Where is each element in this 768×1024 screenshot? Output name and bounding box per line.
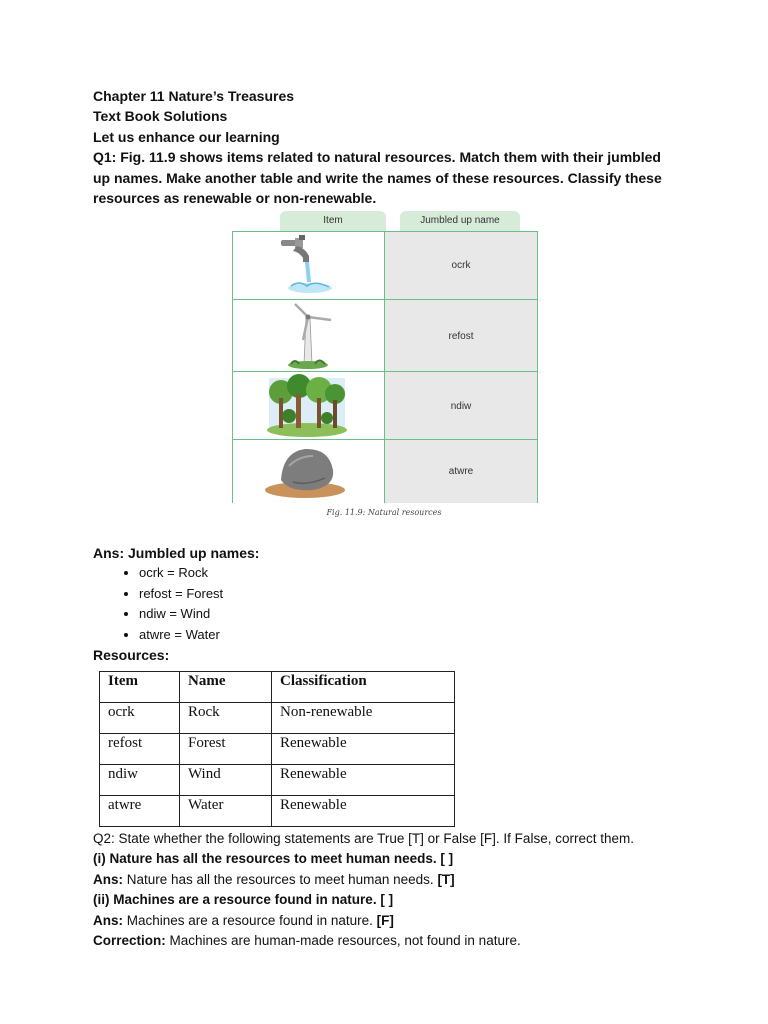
correction-text: Machines are human-made resources, not found in nature. — [165, 933, 521, 949]
document-body — [93, 86, 693, 208]
natural-resources-figure — [232, 211, 538, 521]
tap-water-icon — [233, 232, 384, 299]
table-row — [100, 734, 455, 765]
figure-row — [233, 371, 537, 440]
question-2: Q2: State whether the following statements are True [T] or False [F]. If False, correct them. — [93, 831, 634, 846]
answer-2-2 — [93, 911, 713, 931]
table-cell: Rock — [180, 703, 272, 734]
answer-text: Nature has all the resources to meet human needs. — [123, 871, 438, 887]
table-cell: Renewable — [272, 796, 455, 827]
answer-text: Machines are a resource found in nature. — [123, 912, 377, 928]
statement-2: (ii) Machines are a resource found in nature. [ ] — [93, 892, 394, 908]
table-row — [100, 796, 455, 827]
section-heading: Let us enhance our learning — [93, 128, 280, 145]
rock-icon — [233, 440, 384, 503]
figure-col-jumbled: Jumbled up name — [400, 211, 520, 231]
answer-1 — [93, 543, 693, 665]
figure-col-item: Item — [280, 211, 386, 231]
table-cell: Renewable — [272, 734, 455, 765]
figure-row — [233, 232, 537, 299]
table-row — [100, 703, 455, 734]
table-row — [100, 765, 455, 796]
subtitle: Text Book Solutions — [93, 108, 228, 125]
table-cell: Forest — [180, 734, 272, 765]
resources-label: Resources: — [93, 647, 170, 664]
table-cell: Wind — [180, 765, 272, 796]
chapter-title: Chapter 11 Nature’s Treasures — [93, 88, 295, 104]
correction — [93, 931, 713, 951]
table-cell: atwre — [100, 796, 180, 827]
table-cell: Renewable — [272, 765, 455, 796]
jumbled-name: ocrk — [385, 232, 537, 299]
wind-turbine-icon — [233, 300, 384, 372]
table-cell: Water — [180, 796, 272, 827]
answer-heading: Ans: Jumbled up names: — [93, 545, 260, 561]
forest-icon — [233, 372, 384, 440]
list-item: • refost = Forest — [139, 584, 693, 604]
table-cell: refost — [100, 734, 180, 765]
resources-table — [99, 671, 455, 827]
list-item: • atwre = Water — [139, 625, 693, 645]
ans-label: Ans: — [93, 912, 123, 928]
figure-row — [233, 299, 537, 372]
table-header: Item — [100, 672, 180, 703]
answer-2-1 — [93, 870, 713, 890]
table-cell: Non-renewable — [272, 703, 455, 734]
table-cell: ndiw — [100, 765, 180, 796]
question-2-block — [93, 829, 713, 951]
question-1: Q1: Fig. 11.9 shows items related to natural resources. Match them with their jumbled up names. Make another table and write the names of these resources. Classify these resources as renewable or non-renewable. — [93, 149, 662, 207]
answer-mark: [F] — [376, 912, 394, 928]
figure-grid — [232, 231, 538, 503]
correction-label: Correction: — [93, 933, 166, 949]
jumbled-name: refost — [385, 300, 537, 372]
table-header: Name — [180, 672, 272, 703]
list-item: • ndiw = Wind — [139, 604, 693, 624]
jumbled-answers-list — [93, 563, 693, 645]
list-item: • ocrk = Rock — [139, 563, 693, 583]
answer-mark: [T] — [437, 871, 455, 887]
table-cell: ocrk — [100, 703, 180, 734]
statement-1: (i) Nature has all the resources to meet human needs. [ ] — [93, 851, 454, 867]
jumbled-name: atwre — [385, 440, 537, 503]
figure-caption: Fig. 11.9: Natural resources — [326, 508, 442, 517]
jumbled-name: ndiw — [385, 372, 537, 440]
ans-label: Ans: — [93, 871, 123, 887]
figure-row — [233, 439, 537, 503]
table-header: Classification — [272, 672, 455, 703]
table-header-row — [100, 672, 455, 703]
